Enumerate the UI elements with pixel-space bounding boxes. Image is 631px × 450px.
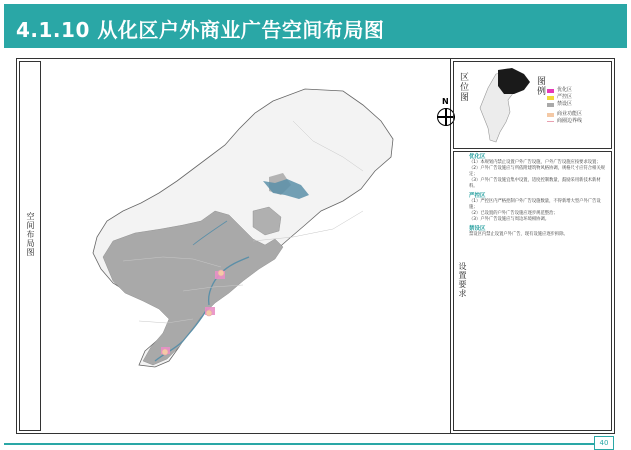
- paragraph: （1）严控区内严格控制户外广告设施数量，不得新增大型户外广告设施；: [469, 199, 601, 210]
- legend-item: [547, 111, 582, 118]
- section-title: 严控区: [469, 193, 486, 199]
- district-outline: [93, 89, 393, 367]
- paragraph: （2）户外广告设施应与所依附建筑物风格协调，规格尺寸应符合相关规定；: [469, 166, 605, 177]
- side-panel: [451, 59, 614, 433]
- map-panel-label: 空间布局图: [26, 212, 35, 257]
- map-panel: [17, 59, 451, 433]
- business-area-marker-2: [206, 310, 212, 316]
- legend-label: 图例: [535, 76, 545, 96]
- conghua-highlight: [498, 68, 530, 94]
- locator-box: [453, 61, 612, 149]
- title-banner: [4, 4, 627, 48]
- paragraph: （3）户外广告设施宜集中设置，适度控制数量，鼓励采用新技术新材料。: [469, 178, 601, 189]
- legend-swatch-strict: [547, 96, 554, 100]
- page-title: 4.1.10 从化区户外商业广告空间布局图: [16, 18, 385, 42]
- requirements-box: [453, 151, 612, 431]
- north-label: N: [442, 97, 449, 106]
- page-number: 40: [594, 436, 614, 450]
- paragraph: （3）户外广告设施应与周边环境相协调。: [469, 217, 550, 222]
- paragraph: （2）已设置的户外广告设施应逐步规范整治；: [469, 211, 558, 216]
- map-label-strip: [19, 61, 41, 431]
- legend-text: 商圈边界线: [557, 118, 583, 124]
- paragraph: （1）本规划内禁止设置户外广告设施，户外广告设施应按要求设置；: [469, 160, 601, 165]
- legend-text: 禁设区: [557, 101, 573, 107]
- legend-text: 严控区: [557, 94, 573, 100]
- section-title: 优化区: [469, 154, 486, 160]
- district-map: [43, 61, 447, 431]
- district-map-svg: [43, 61, 447, 431]
- section-title: 禁设区: [469, 226, 486, 232]
- footer-line: [4, 443, 594, 445]
- legend-swatch-boundary: [547, 121, 554, 122]
- paragraph: 禁设区内禁止设置户外广告，现有设施应逐步拆除。: [469, 232, 568, 237]
- requirements-label: 设置要求: [458, 262, 467, 298]
- locator-map-svg: [468, 64, 538, 148]
- legend-item: [547, 101, 582, 108]
- legend: [547, 87, 582, 125]
- business-area-marker-1: [218, 270, 224, 276]
- legend-swatch-prohibited: [547, 103, 554, 107]
- locator-label: 区位图: [458, 72, 468, 102]
- legend-text: 优化区: [557, 87, 573, 93]
- legend-item: [547, 118, 582, 125]
- legend-text: 商业功能区: [557, 111, 583, 117]
- legend-swatch-business: [547, 113, 554, 117]
- legend-swatch-optimization: [547, 89, 554, 93]
- content-frame: [16, 58, 615, 434]
- legend-item: [547, 94, 582, 101]
- requirements-text: [469, 154, 609, 238]
- legend-item: [547, 87, 582, 94]
- business-area-marker-3: [162, 349, 168, 355]
